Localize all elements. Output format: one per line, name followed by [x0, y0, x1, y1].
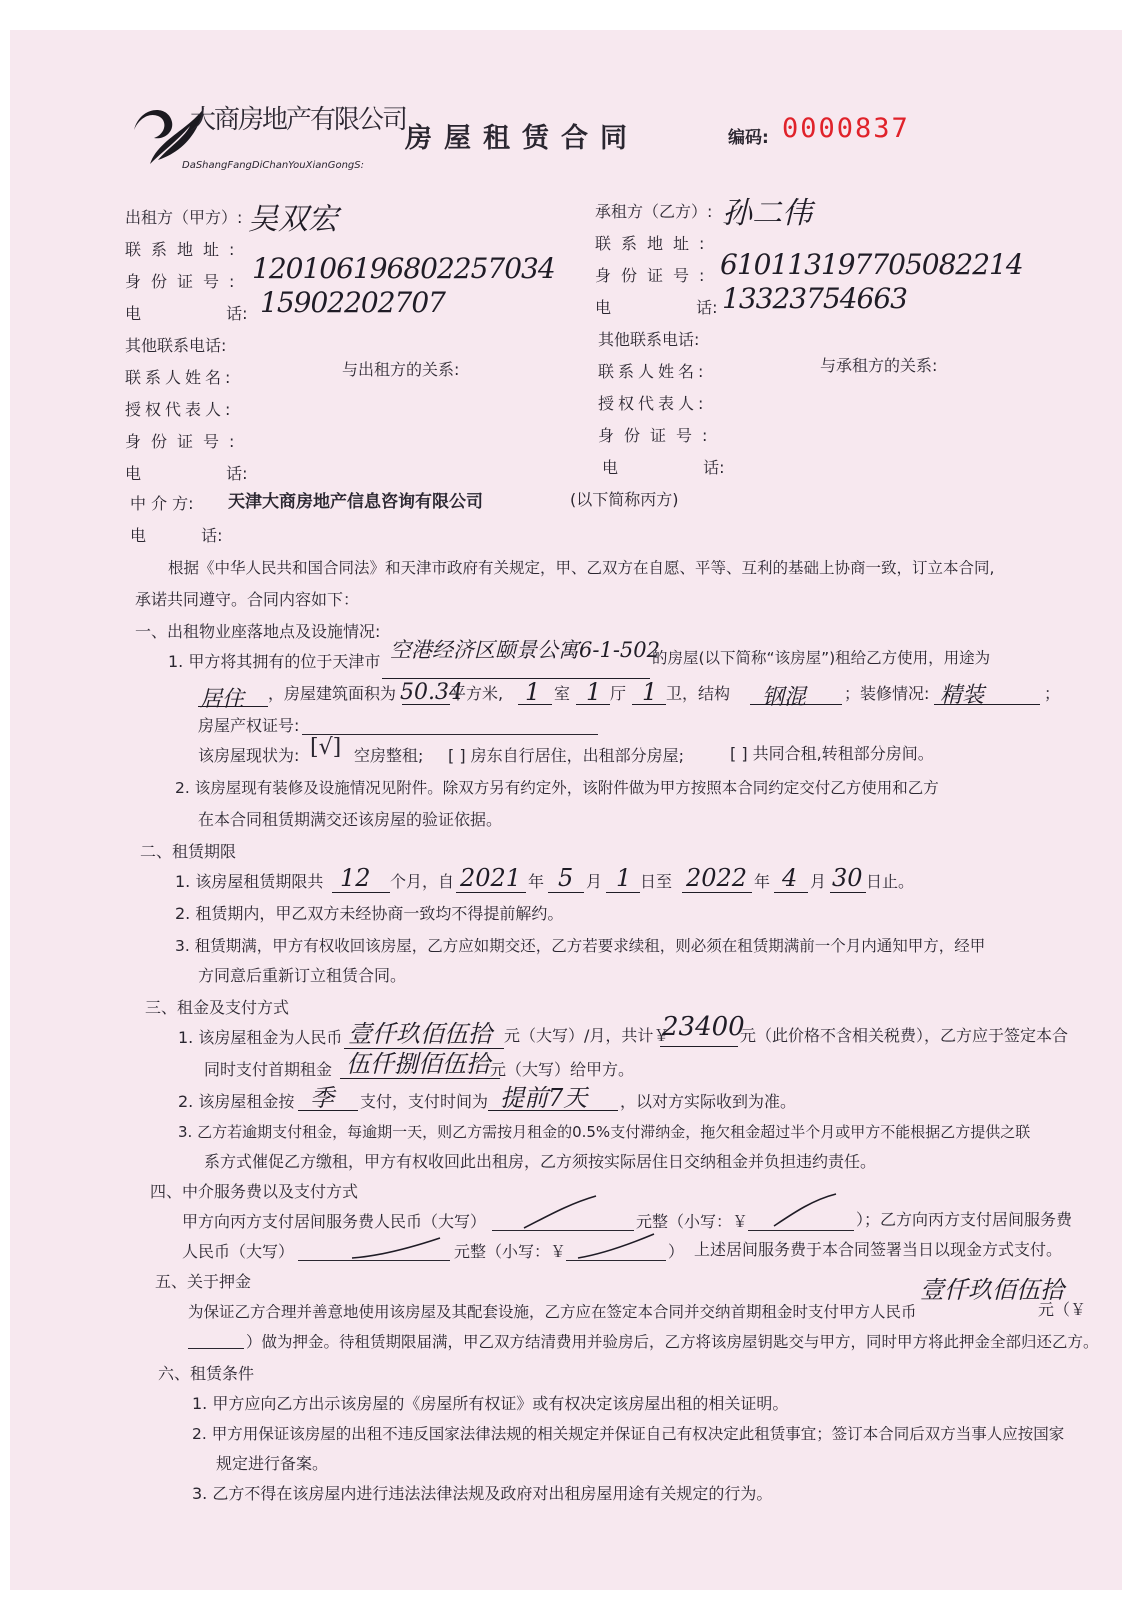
lessor-other-phone-label: 其他联系电话: [125, 336, 227, 355]
section4-line2-c: ） [668, 1242, 685, 1261]
section1-item2-line2: 在本合同租赁期满交还该房屋的验证依据。 [198, 810, 503, 829]
section4-line2-a: 人民币（大写） [182, 1242, 295, 1261]
hw-start-month: 5 [558, 864, 574, 892]
lessee-rep-id-label: 身份证号: [598, 426, 718, 445]
hw-area: 50.34 [400, 680, 463, 705]
hw-end-year: 2022 [686, 864, 748, 892]
hw-structure: 钢混 [762, 685, 807, 710]
lessor-id-value: 120106196802257034 [252, 252, 555, 285]
lessor-phone-label: 电 话: [125, 304, 248, 323]
section3-heading: 三、租金及支付方式 [145, 998, 290, 1017]
end-month-underline [774, 892, 808, 893]
lessee-phone-value: 13323754663 [722, 282, 907, 315]
agent-name: 天津大商房地产信息咨询有限公司 [228, 492, 483, 512]
lessee-id-label: 身份证号: [595, 266, 715, 285]
section1-heading: 一、出租物业座落地点及设施情况: [135, 622, 381, 641]
section3-item1-a: 1. 该房屋租金为人民币 [178, 1028, 343, 1047]
end-year-underline [682, 892, 752, 893]
lessor-relation-label: 与出租方的关系: [342, 360, 460, 379]
section3-item2-b: 支付，支付时间为 [360, 1092, 489, 1111]
strike-slash-mark [770, 1188, 840, 1232]
month2-label: 月 [810, 872, 827, 891]
start-year-underline [456, 892, 526, 893]
hw-rooms: 1 [525, 678, 541, 706]
lessee-phone-label: 电 话: [595, 298, 718, 317]
section5-line1-b: 元（￥ [1038, 1300, 1087, 1319]
year2-label: 年 [754, 872, 771, 891]
section3-item1-e: 元（大写）给甲方。 [490, 1060, 635, 1079]
address-underline [382, 678, 650, 679]
section3-item1-d: 同时支付首期租金 [204, 1060, 333, 1079]
section2-item1-b: 个月，自 [390, 872, 455, 891]
decor-label: ；装修情况: [844, 684, 930, 703]
status-opt1: 空房整租; [354, 746, 424, 765]
hw-decor: 精装 [940, 683, 985, 708]
section3-item3-line1: 3. 乙方若逾期支付租金，每逾期一天，则乙方需按月租金的0.5%支付滞纳金，拖欠租金超过半个月或甲方不能根据乙方提供之联 [178, 1123, 1031, 1141]
section4-line2-b: 元整（小写：￥ [454, 1242, 567, 1261]
lessee-relation-label: 与承租方的关系: [820, 356, 938, 375]
section4-line2-d: 上述居间服务费于本合同签署当日以现金方式支付。 [694, 1240, 1063, 1259]
hw-total: 23400 [662, 1012, 745, 1042]
section4-line1-c: ）；乙方向丙方支付居间服务费 [856, 1210, 1073, 1229]
section1-item1-b: 的房屋(以下简称“该房屋”)租给乙方使用，用途为 [652, 649, 991, 667]
section1-item1-c: ，房屋建筑面积为 [268, 684, 397, 703]
contract-page [10, 30, 1122, 1590]
serial-label: 编码: [728, 128, 769, 148]
section2-item3-line1: 3. 租赁期满，甲方有权收回该房屋，乙方应如期交还，乙方若要求续租，则必须在租赁期满前一个月内通知甲方，经甲 [175, 937, 986, 955]
document-title: 房屋租赁合同 [405, 123, 639, 154]
total-underline [660, 1046, 738, 1047]
hw-baths: 1 [642, 678, 658, 706]
lessee-heading: 承租方（乙方）: [595, 202, 713, 221]
section3-item2-c: ，以对方实际收到为准。 [620, 1092, 797, 1111]
strike-slash-mark [576, 1226, 656, 1262]
agent-phone-label: 电 话: [130, 526, 223, 545]
status-opt3: [ ] 共同合租,转租部分房间。 [730, 744, 934, 763]
lessee-contact-name-label: 联系人姓名: [598, 362, 708, 381]
lessor-id-label: 身份证号: [125, 272, 245, 291]
hw-end-day: 30 [832, 864, 863, 892]
lessor-rep-id-label: 身份证号: [125, 432, 245, 451]
section2-item3-line2: 方同意后重新订立租赁合同。 [198, 966, 407, 985]
section4-line1-b: 元整（小写：￥ [636, 1212, 749, 1231]
section1-item1-a: 1. 甲方将其拥有的位于天津市 [168, 652, 381, 671]
lessor-rep-label: 授权代表人: [125, 400, 235, 419]
hw-start-year: 2021 [460, 864, 522, 892]
lessee-id-value: 610113197705082214 [720, 248, 1023, 281]
agent-label: 中 介 方: [130, 494, 194, 513]
section2-heading: 二、租赁期限 [140, 842, 237, 861]
hw-pay-time: 提前7天 [500, 1084, 588, 1112]
day1-label: 日至 [640, 872, 673, 891]
year1-label: 年 [528, 872, 545, 891]
lessee-other-phone-label: 其他联系电话: [598, 330, 700, 349]
section5-line2: ）做为押金。待租赁期限届满，甲乙双方结清费用并验房后，乙方将该房屋钥匙交与甲方，同时甲方将此押金全部归还乙方。 [246, 1333, 1099, 1351]
section6-item1: 1. 甲方应向乙方出示该房屋的《房屋所有权证》或有权决定该房屋出租的相关证明。 [192, 1394, 789, 1413]
lessor-contact-name-label: 联系人姓名: [125, 368, 235, 387]
status-checkbox-1: [√] [310, 735, 342, 760]
lessor-phone-value: 15902202707 [260, 286, 445, 319]
hw-start-day: 1 [616, 864, 632, 892]
section6-item2-line1: 2. 甲方用保证该房屋的出租不违反国家法律法规的相关规定并保证自己有权决定此租赁事宜；签订本合同后双方当事人应按国家 [192, 1425, 1065, 1443]
hw-end-month: 4 [782, 864, 798, 892]
decor-semicolon: ； [1044, 684, 1061, 703]
preamble-line1: 根据《中华人民共和国合同法》和天津市政府有关规定，甲、乙双方在自愿、平等、互利的基础上协商一致，订立本合同, [168, 559, 995, 577]
cert-label: 房屋产权证号: [198, 716, 300, 735]
lessor-rep-phone-label: 电 话: [125, 464, 248, 483]
lessee-rep-phone-label: 电 话: [602, 458, 725, 477]
section6-item2-line2: 规定进行备案。 [216, 1454, 329, 1473]
lessor-heading: 出租方（甲方）: [125, 208, 243, 227]
section6-heading: 六、租赁条件 [158, 1364, 255, 1383]
hw-deposit: 壹仟玖佰伍拾 [920, 1276, 1064, 1304]
section2-item1-a: 1. 该房屋租赁期限共 [175, 872, 324, 891]
hw-months: 12 [340, 864, 371, 892]
room-label: 室 [554, 684, 571, 703]
hw-use: 居住 [200, 687, 245, 712]
section3-item1-b: 元（大写）/月，共计￥ [504, 1026, 670, 1045]
section5-heading: 五、关于押金 [155, 1272, 252, 1291]
lessee-name: 孙二伟 [722, 196, 812, 231]
section5-line1-a: 为保证乙方合理并善意地使用该房屋及其配套设施，乙方应在签定本合同并交纳首期租金时支付甲方人民币 [188, 1303, 917, 1321]
cert-underline [302, 734, 598, 735]
lessor-address-label: 联系地址: [125, 240, 245, 259]
status-check-mark: √ [318, 735, 333, 760]
hw-rent-words: 壹仟玖佰伍拾 [348, 1020, 492, 1048]
section3-item1-c: 元（此价格不含相关税费），乙方应于签定本合 [740, 1026, 1069, 1045]
bath-label: 卫，结构 [666, 684, 731, 703]
strike-slash-mark [350, 1230, 442, 1262]
section4-heading: 四、中介服务费以及支付方式 [150, 1182, 359, 1201]
section1-item2-line1: 2. 该房屋现有装修及设施情况见附件。除双方另有约定外，该附件做为甲方按照本合同约定交付乙方使用和乙方 [175, 779, 939, 797]
hw-halls: 1 [586, 678, 602, 706]
lessee-address-label: 联系地址: [595, 234, 715, 253]
section1-item1-d: 平方米, [450, 684, 504, 703]
section3-item3-line2: 系方式催促乙方缴租，甲方有权收回此出租房，乙方须按实际居住日交纳租金并负担违约责任。 [204, 1152, 877, 1171]
start-day-underline [606, 892, 640, 893]
day2-label: 日止。 [866, 872, 915, 891]
deposit-num-underline [188, 1348, 244, 1349]
preamble-line2: 承诺共同遵守。合同内容如下： [135, 590, 360, 609]
status-opt2: [ ] 房东自行居住，出租部分房屋; [448, 746, 685, 765]
serial-number: 0000837 [782, 113, 910, 144]
month1-label: 月 [586, 872, 603, 891]
hw-address: 空港经济区颐景公寓6-1-502 [390, 638, 660, 662]
company-logo-pinyin: DaShangFangDiChanYouXianGongS: [182, 160, 364, 171]
end-day-underline [830, 892, 866, 893]
status-label: 该房屋现状为: [198, 746, 300, 765]
section6-item3: 3. 乙方不得在该房屋内进行违法法律法规及政府对出租房屋用途有关规定的行为。 [192, 1484, 773, 1503]
section3-item2-a: 2. 该房屋租金按 [178, 1092, 295, 1111]
lessor-name: 吴双宏 [248, 202, 338, 237]
hall-label: 厅 [610, 684, 627, 703]
section2-item2: 2. 租赁期内，甲乙双方未经协商一致均不得提前解约。 [175, 904, 564, 923]
agent-suffix: (以下简称丙方) [570, 490, 679, 509]
hw-period: 季 [310, 1084, 334, 1112]
company-logo-name: 大商房地产有限公司 [190, 105, 407, 135]
section4-line1-a: 甲方向丙方支付居间服务费人民币（大写） [182, 1212, 487, 1231]
start-month-underline [548, 892, 584, 893]
months-underline [332, 892, 390, 893]
lessee-rep-label: 授权代表人: [598, 394, 708, 413]
hw-first-rent: 伍仟捌佰伍拾 [346, 1050, 490, 1078]
